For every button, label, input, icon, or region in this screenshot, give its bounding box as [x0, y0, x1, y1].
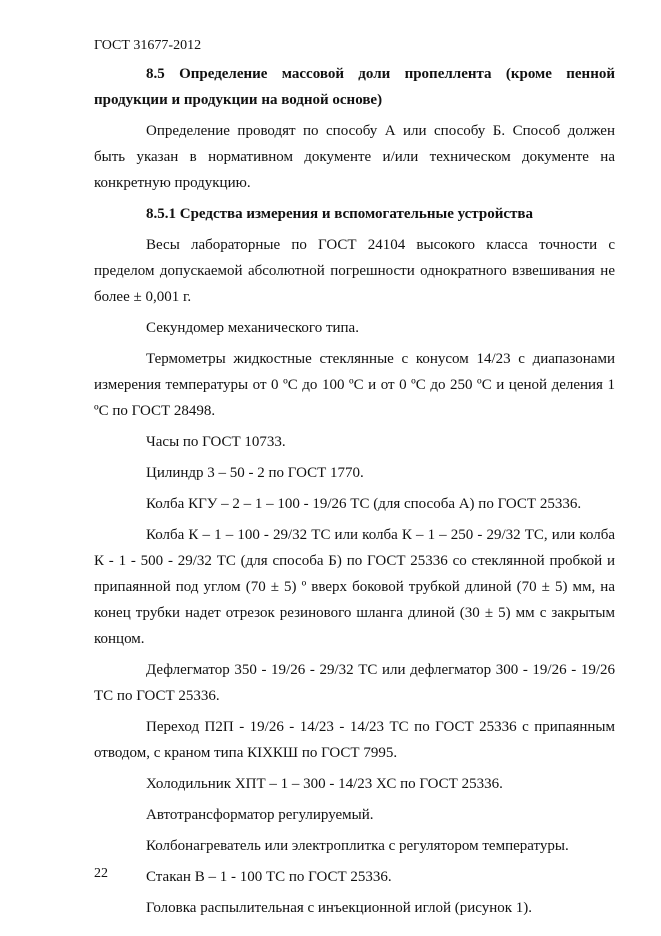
equipment-item: Колба КГУ – 2 – 1 – 100 - 19/26 ТС (для способа А) по ГОСТ 25336.	[146, 496, 582, 512]
equipment-item: Секундомер механического типа.	[146, 320, 359, 336]
equipment-item: Переход П2П - 19/26 - 14/23 - 14/23 ТС по ГОСТ 25336 с припаянным отводом, с краном типа КIХКШ по ГОСТ 7995.	[94, 719, 615, 761]
equipment-item: Головка распылительная с инъекционной иглой (рисунок 1).	[146, 900, 533, 916]
equipment-item: Автотрансформатор регулируемый.	[146, 807, 374, 823]
document-body	[94, 61, 615, 921]
equipment-item: Термометры жидкостные стеклянные с конусом 14/23 с диапазонами измерения температуры от 0 ºС до 100 ºС и от 0 ºС до 250 ºС и ценой деления 1 ºС по ГОСТ 28498.	[94, 351, 615, 419]
equipment-item: Колбонагреватель или электроплитка с регулятором температуры.	[146, 838, 569, 854]
equipment-item: Дефлегматор 350 - 19/26 - 29/32 ТС или дефлегматор 300 - 19/26 - 19/26 ТС по ГОСТ 25336.	[94, 662, 615, 704]
page-number: 22	[94, 866, 108, 881]
section-title: 8.5 Определение массовой доли пропеллента (кроме пенной продукции и продукции на водной основе)	[94, 66, 615, 108]
document-code-header: ГОСТ 31677-2012	[94, 38, 202, 53]
equipment-item: Холодильник ХПТ – 1 – 300 - 14/23 ХС по ГОСТ 25336.	[146, 776, 503, 792]
equipment-item: Цилиндр 3 – 50 - 2 по ГОСТ 1770.	[146, 465, 364, 481]
equipment-item: Колба К – 1 – 100 - 29/32 ТС или колба К – 1 – 250 - 29/32 ТС, или колба К - 1 - 500 - 29/32 ТС (для способа Б) по ГОСТ 25336 со стеклянной пробкой и припаянной под углом (70 ± 5) º вверх боковой трубкой длиной (70 ± 5) мм, на конец трубки надет отрезок резинового шланга длиной (30 ± 5) мм с закрытым концом.	[94, 527, 615, 647]
subsection-title: 8.5.1 Средства измерения и вспомогательные устройства	[146, 206, 533, 222]
equipment-item: Стакан В – 1 - 100 ТС по ГОСТ 25336.	[146, 869, 392, 885]
equipment-item: Весы лабораторные по ГОСТ 24104 высокого класса точности с пределом допускаемой абсолютной погрешности однократного взвешивания не более ± 0,001 г.	[94, 237, 615, 305]
paragraph: Определение проводят по способу А или способу Б. Способ должен быть указан в нормативном документе и/или техническом документе на конкретную продукцию.	[94, 123, 615, 191]
equipment-item: Часы по ГОСТ 10733.	[146, 434, 286, 450]
